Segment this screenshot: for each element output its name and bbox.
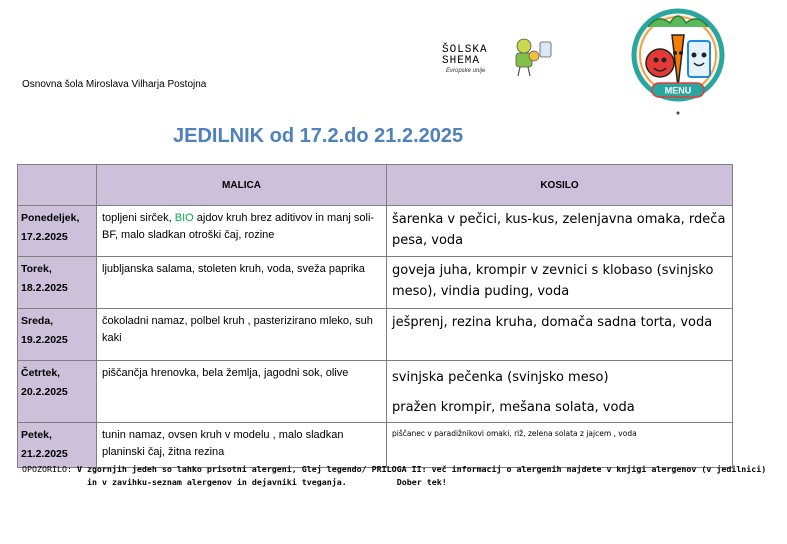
notice-line1: V zgornjih jedeh so lahko prisotni alergeni, Glej legendo/ PRILOGA II: več informacij o alergenih najdete v knjigi alergenov (v jedilnici)	[76, 464, 767, 474]
fruit-characters-icon	[510, 34, 570, 79]
day-cell: Torek, 18.2.2025	[18, 257, 97, 309]
table-row	[18, 257, 733, 309]
kosilo-cell: ješprenj, rezina kruha, domača sadna torta, voda	[387, 309, 733, 361]
header-kosilo: KOSILO	[387, 165, 733, 206]
shema-line1: ŠOLSKA	[442, 44, 488, 56]
table-row	[18, 423, 733, 468]
day-cell: Četrtek, 20.2.2025	[18, 361, 97, 423]
page-title: JEDILNIK od 17.2.do 21.2.2025	[173, 125, 464, 147]
school-scheme-logo	[440, 34, 575, 84]
menu-logo	[628, 5, 728, 115]
malica-cell: tunin namaz, ovsen kruh v modelu , malo sladkan planinski čaj, žitna rezina	[97, 423, 387, 468]
kosilo-cell: goveja juha, krompir v zevnici s klobaso (svinjsko meso), vindia puding, voda	[387, 257, 733, 309]
table-row	[18, 361, 733, 423]
table-header-row	[18, 165, 733, 206]
table-row	[18, 206, 733, 257]
school-name: Osnovna šola Miroslava Vilharja Postojna	[22, 79, 207, 90]
malica-cell: piščančja hrenovka, bela žemlja, jagodni sok, olive	[97, 361, 387, 423]
menu-badge-text: MENU	[664, 85, 692, 96]
bio-label: BIO	[174, 212, 194, 224]
shema-line2: SHEMA	[442, 55, 481, 67]
notice-label: OPOZORILO:	[22, 464, 72, 474]
day-cell: Petek, 21.2.2025	[18, 423, 97, 468]
notice-line2: in v zavihku-seznam alergenov in dejavniki tveganja.	[87, 477, 347, 487]
malica-cell: čokoladni namaz, polbel kruh , pasterizirano mleko, suh kaki	[97, 309, 387, 361]
menu-table	[17, 164, 733, 468]
malica-cell: ljubljanska salama, stoleten kruh, voda, sveža paprika	[97, 257, 387, 309]
day-cell: Sreda, 19.2.2025	[18, 309, 97, 361]
allergen-notice	[22, 463, 766, 489]
kosilo-cell: šarenka v pečici, kus-kus, zelenjavna omaka, rdeča pesa, voda	[387, 206, 733, 257]
shema-line3: Evropske unije	[446, 68, 486, 74]
day-cell: Ponedeljek, 17.2.2025	[18, 206, 97, 257]
header-day	[18, 165, 97, 206]
kosilo-cell: svinjska pečenka (svinjsko meso) pražen krompir, mešana solata, voda	[387, 361, 733, 423]
greeting: Dober tek!	[396, 477, 447, 487]
kosilo-cell: piščanec v paradižnikovi omaki, riž, zelena solata z jajcem , voda	[387, 423, 733, 468]
header-malica: MALICA	[97, 165, 387, 206]
table-row	[18, 309, 733, 361]
malica-cell: topljeni sirček, BIO ajdov kruh brez aditivov in manj soli-BF, malo sladkan otroški čaj, rozine	[97, 206, 387, 257]
